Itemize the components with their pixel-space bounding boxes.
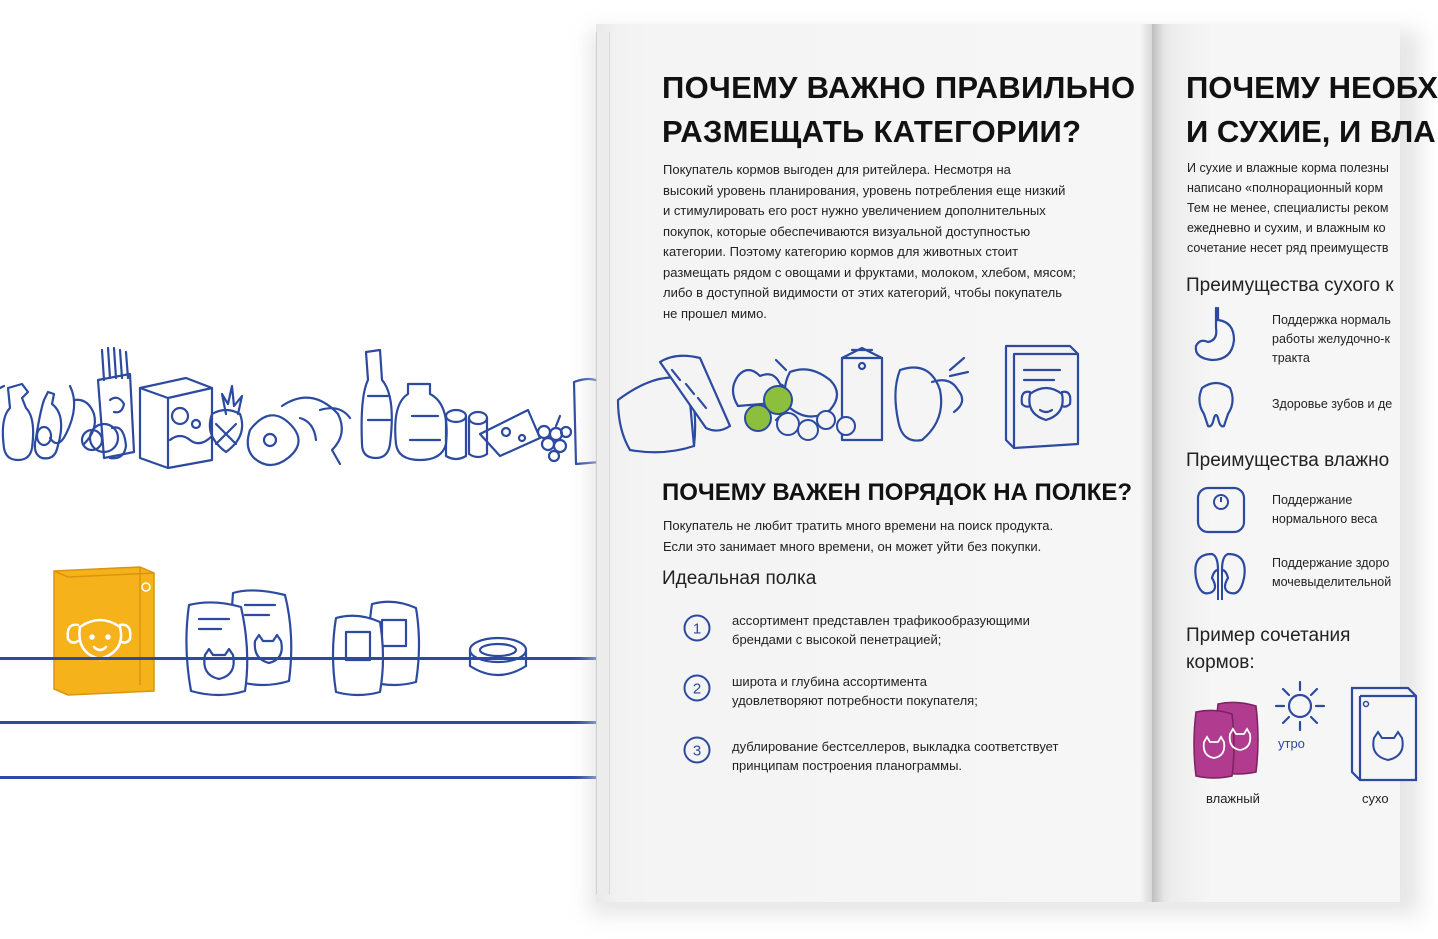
stomach-icon bbox=[1192, 304, 1242, 364]
svg-text:3: 3 bbox=[692, 742, 702, 760]
morning-label: утро bbox=[1278, 736, 1305, 751]
ideal-shelf-title: Идеальная полка bbox=[662, 568, 817, 589]
magenta-wet-pouches bbox=[1194, 700, 1260, 780]
left-page-paragraph: Покупатель кормов выгоден для ритейлера. Несмотря на высокий уровень планирования, уровень потребления еще низкий и стимулировать его рост нужно увеличением дополнительных покупок, которые обеспечиваются визуальной доступностью категории. Поэтому категорию кормов для животных стоит размещать рядом с овощами и фруктами, молоком, хлебом, мясом; либо в доступной видимости от этих категорий, чтобы покупатель не прошел мимо. bbox=[663, 162, 1076, 321]
dry-benefit-2: Здоровье зубов и де bbox=[1272, 397, 1393, 411]
shelf-line-bottom bbox=[0, 776, 600, 779]
wet-food-benefits-title: Преимущества влажно bbox=[1186, 450, 1390, 471]
number-2-icon bbox=[683, 674, 711, 702]
ideal-item-2: широта и глубина ассортимента удовлетворяют потребности покупателя; bbox=[732, 674, 978, 708]
wet-benefit-1: Поддержание нормального веса bbox=[1272, 493, 1378, 526]
scale-icon bbox=[1194, 482, 1250, 538]
right-page-content bbox=[1152, 24, 1438, 902]
tooth-icon bbox=[1196, 380, 1236, 428]
shelf-line-middle bbox=[0, 721, 600, 724]
right-page-paragraph: И сухие и влажные корма полезны написано «полнорационный корм Тем не менее, специалисты реком ежедневно и сухим, и влажным ко сочетание несет ряд преимуществ bbox=[1187, 161, 1389, 255]
wet-food-packs bbox=[330, 598, 425, 694]
grocery-illustration bbox=[0, 340, 600, 470]
svg-text:1: 1 bbox=[692, 620, 702, 638]
cat-food-pouches bbox=[185, 585, 305, 697]
booklet-grocery-illustration bbox=[610, 340, 1090, 460]
left-page-title: ПОЧЕМУ ВАЖНО ПРАВИЛЬНО РАЗМЕЩАТЬ КАТЕГОРИИ? bbox=[662, 70, 1136, 149]
wet-label: влажный bbox=[1206, 791, 1260, 806]
yellow-dog-food-box bbox=[50, 565, 158, 695]
ideal-item-3: дублирование бестселлеров, выкладка соответствует принципам построения планограммы. bbox=[732, 739, 1059, 773]
svg-text:2: 2 bbox=[692, 680, 702, 698]
wet-benefit-2: Поддержание здоро мочевыделительной bbox=[1272, 556, 1392, 589]
page-edge bbox=[596, 32, 610, 894]
shelf-line-top bbox=[0, 657, 600, 660]
kidney-icon bbox=[1190, 548, 1250, 604]
dry-food-benefits-title: Преимущества сухого к bbox=[1186, 275, 1394, 296]
number-3-icon bbox=[683, 736, 711, 764]
section-shelf-order-title: ПОЧЕМУ ВАЖЕН ПОРЯДОК НА ПОЛКЕ? bbox=[662, 479, 1133, 506]
number-1-icon bbox=[683, 614, 711, 642]
dry-label: сухо bbox=[1362, 791, 1389, 806]
combo-example-title: Пример сочетания кормов: bbox=[1186, 625, 1351, 673]
right-page-title: ПОЧЕМУ НЕОБХ И СУХИЕ, И ВЛА bbox=[1186, 70, 1438, 149]
sun-icon bbox=[1270, 676, 1330, 736]
dry-benefit-1: Поддержка нормаль работы желудочно-к тракта bbox=[1272, 313, 1391, 365]
section-shelf-order-text: Покупатель не любит тратить много времени на поиск продукта. Если это занимает много времени, он может уйти без покупки. bbox=[663, 518, 1054, 554]
dry-food-box-icon bbox=[1348, 684, 1418, 784]
ideal-item-1: ассортимент представлен трафикообразующими брендами с высокой пенетрацией; bbox=[732, 613, 1030, 647]
